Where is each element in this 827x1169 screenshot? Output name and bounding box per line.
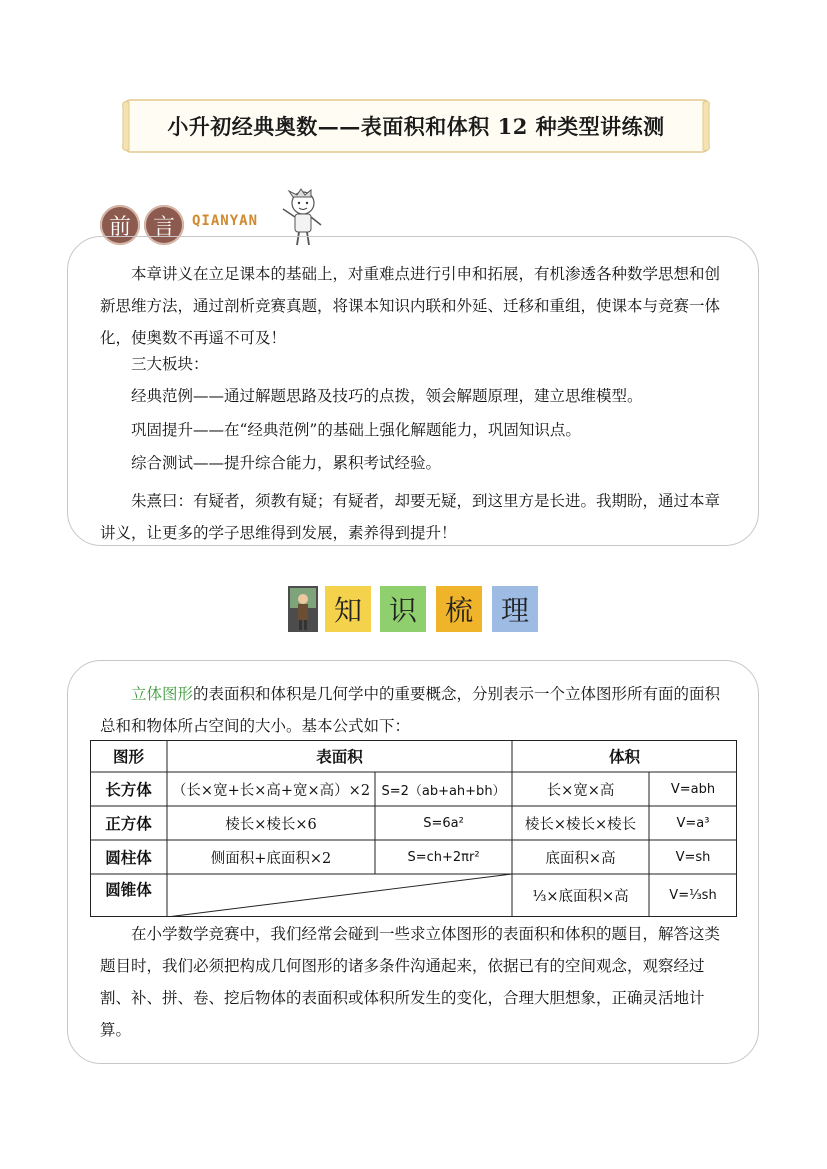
- preface-char-2: 言: [144, 205, 184, 245]
- table-row-sa-text: 侧面积+底面积×2: [210, 850, 332, 867]
- table-row-v-text: 棱长×棱长×棱长: [524, 816, 637, 833]
- knowledge-char-2: 识: [380, 586, 426, 632]
- header-shape: 图形: [112, 747, 144, 766]
- title-banner: [121, 98, 711, 154]
- table-row-sa-formula: S=6a²: [423, 815, 464, 831]
- table-row-v-formula: V=abh: [670, 781, 716, 797]
- table-row-shape: 圆柱体: [105, 848, 152, 867]
- formula-table: [90, 740, 737, 917]
- preface-char-1: 前: [100, 205, 140, 245]
- preface-paragraph-5: 综合测试——提升综合能力，累积考试经验。: [131, 454, 442, 472]
- preface-paragraph-1: 本章讲义在立足课本的基础上，对重难点进行引申和拓展，有机渗透各种数学思想和创新思维方法，通过剖析竞赛真题，将课本知识内联和外延、迁移和重组，使课本与竞赛一体化，使奥数不再遥不可及！: [100, 265, 721, 347]
- header-surface-area: 表面积: [316, 747, 363, 766]
- table-row-v-text: 长×宽×高: [546, 782, 615, 799]
- intro-text: 的表面积和体积是几何学中的重要概念，分别表示一个立体图形所有面的面积总和和物体所占空间的大小。基本公式如下：: [100, 685, 721, 735]
- table-row-shape: 正方体: [105, 814, 152, 833]
- table-row-shape: 长方体: [105, 780, 152, 799]
- table-row-v-formula: V=a³: [676, 815, 710, 831]
- page-title: 小升初经典奥数——表面积和体积 12 种类型讲练测: [167, 114, 665, 139]
- knowledge-intro: [100, 678, 732, 742]
- preface-latin: QIANYAN: [192, 213, 259, 229]
- table-row-v-text: 底面积×高: [545, 850, 616, 867]
- table-row-sa-text: 棱长×棱长×6: [225, 816, 317, 833]
- table-row-sa-formula: S=2（ab+ah+bh）: [381, 783, 506, 799]
- header-volume: 体积: [608, 747, 640, 766]
- table-row-sa-text: （长×宽+长×高+宽×高）×2: [171, 782, 371, 799]
- knowledge-char-1: 知: [325, 586, 371, 632]
- knowledge-char-3: 梳: [436, 586, 482, 632]
- preface-paragraph-3: 经典范例——通过解题思路及技巧的点拨，领会解题原理，建立思维模型。: [131, 387, 643, 405]
- preface-paragraph-4: 巩固提升——在“经典范例”的基础上强化解题能力，巩固知识点。: [131, 421, 581, 439]
- table-row-shape: 圆锥体: [105, 880, 152, 899]
- table-row-v-text: ⅓×底面积×高: [532, 889, 629, 905]
- teacher-figure-icon: [288, 586, 318, 632]
- knowledge-closing: 在小学数学竞赛中，我们经常会碰到一些求立体图形的表面积和体积的题目，解答这类题目时，我们必须把构成几何图形的诸多条件沟通起来，依据已有的空间观念，观察经过割、补、拼、卷、挖后物体的表面积或体积所发生的变化，合理大胆想象，正确灵活地计算。: [100, 925, 721, 1039]
- table-row-sa-formula: S=ch+2πr²: [407, 849, 480, 865]
- preface-paragraph-2: 三大板块：: [131, 355, 209, 373]
- table-row-v-formula: V=sh: [675, 849, 711, 865]
- highlight-term: 立体图形: [131, 685, 194, 703]
- table-row-v-formula: V=⅓sh: [669, 888, 717, 903]
- preface-paragraph-6: 朱熹曰：有疑者，须教有疑；有疑者，却要无疑，到这里方是长进。我期盼，通过本章讲义，让更多的学子思维得到发展，素养得到提升！: [100, 492, 721, 542]
- knowledge-char-4: 理: [492, 586, 538, 632]
